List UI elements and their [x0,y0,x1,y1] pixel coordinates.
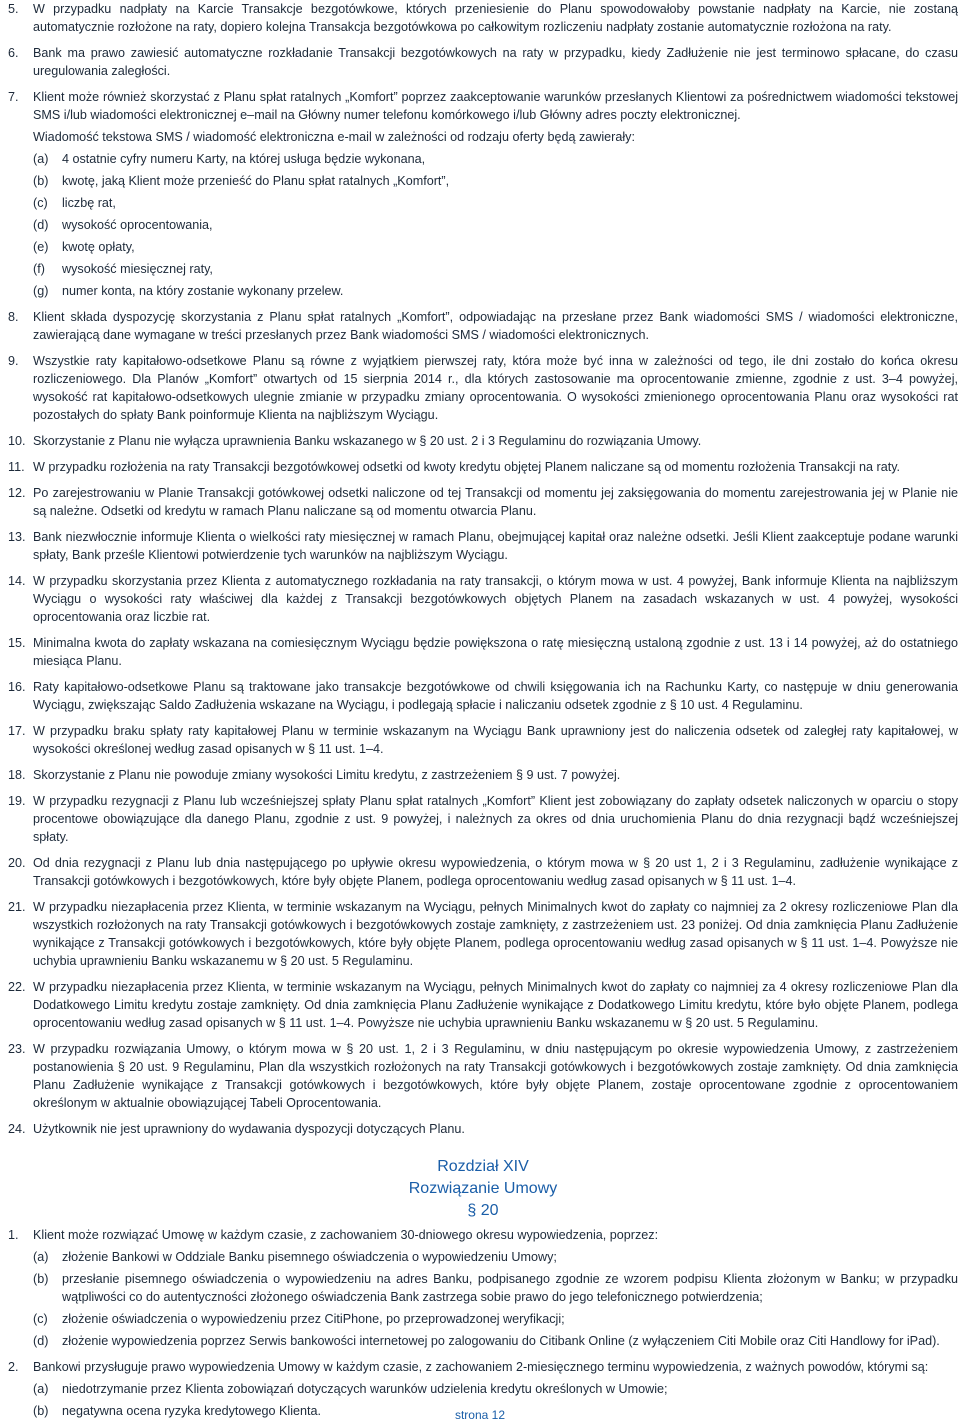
item-body [33,458,958,480]
item-body [33,1040,958,1116]
item-number: 6. [8,46,19,60]
item-body [33,792,958,850]
sub-item [33,172,958,190]
item-number: 17. [8,724,26,738]
item-number: 23. [8,1042,26,1056]
chapter-heading [8,1156,958,1222]
sub-item-label: (b) [33,1404,49,1418]
item-number: 5. [8,2,19,16]
sub-item-text: kwotę, jaką Klient może przenieść do Planu spłat ratalnych „Komfort”, [62,174,450,188]
item-number: 7. [8,90,19,104]
list-item [8,528,958,568]
item-text: Klient składa dyspozycję skorzystania z Planu spłat ratalnych „Komfort”, odpowiadając na przesłane przez Bank wiadomości SMS / wiadomości elektroniczne, zawierającą dane wymagane w treści przesłanych przez Bank wiadomości SMS / wiadomości elektronicznych. [33,310,958,342]
item-body [33,978,958,1036]
item-body [33,722,958,762]
item-text: Klient może również skorzystać z Planu spłat ratalnych „Komfort” poprzez zaakceptowanie warunków przesłanych Klientowi za pośrednictwem wiadomości tekstowej SMS i/lub wiadomości elektronicznej e–mail na Główny numer telefonu komórkowego i/lub Główny adres poczty elektronicznej. [33,90,958,122]
sub-item [33,1332,958,1350]
list-item [8,898,958,974]
item-text: Minimalna kwota do zapłaty wskazana na comiesięcznym Wyciągu będzie powiększona o ratę miesięczną ustaloną zgodnie z ust. 13 i 14 powyżej, aż do ostatniego miesiąca Planu. [33,636,958,668]
sub-item-label: (e) [33,240,49,254]
sub-item [33,1270,958,1306]
item-number: 8. [8,310,19,324]
item-text: Wszystkie raty kapitałowo-odsetkowe Planu są równe z wyjątkiem pierwszej raty, która może być inna w zależności od tego, ile dni zostało do końca okresu rozliczeniowego. Dla Planów „Komfort” otwartych od 15 sierpnia 2014 r., dla których zastosowanie ma oprocentowanie zmienne, zgodnie z ust. 3–4 powyżej, wysokość rat kapitałowo-odsetkowych ulegnie zmianie w przypadku zmiany oprocentowania. O wysokości zmienionego oprocentowania Planu oraz wysokości rat pozostałych do spłaty Bank poinformuje Klienta na najbliższym Wyciągu. [33,354,958,422]
sub-item-label: (a) [33,1382,49,1396]
item-number: 12. [8,486,26,500]
section-plan-items [8,0,958,1142]
item-number: 10. [8,434,26,448]
list-item [8,88,958,304]
item-number: 2. [8,1360,19,1374]
paragraph-symbol: § 20 [467,1202,499,1219]
chapter-number: Rozdział XIV [437,1158,529,1175]
item-body [33,898,958,974]
list-item [8,458,958,480]
item-text: Od dnia rezygnacji z Planu lub dnia następującego po upływie okresu wypowiedzenia, o którym mowa w § 20 ust 1, 2 i 3 Regulaminu, zadłużenie wynikające z Transakcji gotówkowych i bezgotówkowych, które były objęte Planem, podlega oprocentowaniu według zasad opisanych w § 11 ust. 1–4. [33,856,958,888]
item-text: W przypadku skorzystania przez Klienta z automatycznego rozkładania na raty transakcji, o którym mowa w ust. 4 powyżej, Bank informuje Klienta na najbliższym Wyciągu o wysokości raty właściwej dla każdej z Transakcji bezgotówkowych objętych Planem na zasadach wskazanych w ust. 4 powyżej, wysokości oprocentowania oraz liczbie rat. [33,574,958,624]
item-number: 13. [8,530,26,544]
list-item [8,792,958,850]
sub-item-label: (d) [33,218,49,232]
list-item [8,854,958,894]
page-number: strona 12 [454,1408,506,1422]
item-number: 19. [8,794,26,808]
sub-item-text: liczbę rat, [62,196,116,210]
document-page [8,0,958,1428]
item-text: Raty kapitałowo-odsetkowe Planu są traktowane jako transakcje bezgotówkowe od chwili księgowania ich na Rachunku Karty, co następuje w dniu generowania Wyciągu, zwiększając Saldo Zadłużenia wskazane na Wyciągu, i podlegają spłacie i naliczaniu odsetek zgodnie z § 10 ust. 4 Regulaminu. [33,680,958,712]
sub-item-text: 4 ostatnie cyfry numeru Karty, na której usługa będzie wykonana, [62,152,426,166]
list-item [8,678,958,718]
sub-item-label: (c) [33,196,48,210]
sub-item [33,194,958,212]
list-item [8,1040,958,1116]
list-item [8,0,958,40]
sub-item-text: wysokość miesięcznej raty, [62,262,213,276]
sub-item-label: (f) [33,262,45,276]
item-body [33,1226,958,1354]
item-body [33,0,958,40]
list-item [8,44,958,84]
item-number: 21. [8,900,26,914]
item-body [33,572,958,630]
sub-item-text: kwotę opłaty, [62,240,135,254]
item-number: 1. [8,1228,19,1242]
list-item [8,1120,958,1142]
item-body [33,528,958,568]
sub-item [33,282,958,300]
sub-item-text: złożenie Bankowi w Oddziale Banku pisemnego oświadczenia o wypowiedzeniu Umowy; [62,1250,557,1264]
item-number: 20. [8,856,26,870]
item-body [33,44,958,84]
item-body [33,1120,958,1142]
section-termination-items [8,1226,958,1424]
item-body [33,88,958,304]
sub-item [33,150,958,168]
list-item [8,634,958,674]
list-item [8,352,958,428]
sub-item-text: niedotrzymanie przez Klienta zobowiązań dotyczących warunków udzielenia kredytu określonych w Umowie; [62,1382,668,1396]
item-text: W przypadku niezapłacenia przez Klienta, w terminie wskazanym na Wyciągu, pełnych Minimalnych kwot do zapłaty co najmniej za 4 okresy rozliczeniowe Plan dla Dodatkowego Limitu kredytu zostaje zamknięty. Od dnia zamknięcia Planu Zadłużenie wynikające z Dodatkowego Limitu kredytu, które było objęte Planem, podlega oprocentowaniu według zasad opisanych w § 11 ust. 1–4. Powyższe nie uchybia uprawnieniu Banku wskazanemu w § 20 ust. 5 Regulaminu. [33,980,958,1030]
sub-item [33,260,958,278]
item-body [33,634,958,674]
item-number: 18. [8,768,26,782]
sub-item-text: numer konta, na który zostanie wykonany przelew. [62,284,344,298]
item-text: Bankowi przysługuje prawo wypowiedzenia Umowy w każdym czasie, z zachowaniem 2-miesięcznego terminu wypowiedzenia, z ważnych powodów, którymi są: [33,1360,929,1374]
list-item [8,766,958,788]
item-text: W przypadku rezygnacji z Planu lub wcześniejszej spłaty Planu spłat ratalnych „Komfort” Klient jest zobowiązany do zapłaty odsetek naliczonych w oparciu o stopy procentowe obowiązujące dla danego Planu, zgodnie z ust. 9 powyżej, i należnych za okres od dnia uruchomienia Planu do dnia rezygnacji bądź wcześniejszej spłaty. [33,794,958,844]
sub-item-text: negatywna ocena ryzyka kredytowego Klienta. [62,1404,322,1418]
item-text: W przypadku niezapłacenia przez Klienta, w terminie wskazanym na Wyciągu, pełnych Minimalnych kwot do zapłaty co najmniej za 2 okresy rozliczeniowe Plan dla wszystkich rozłożonych na raty Transakcji gotówkowych i bezgotówkowych zostaje zamknięty, z zastrzeżeniem ust. 23 poniżej. Od dnia zamknięcia Planu Zadłużenie wynikające z Transakcji gotówkowych i bezgotówkowych, które były objęte Planem, podlega oprocentowaniu według zasad opisanych w § 11 ust. 1–4. Powyższe nie uchybia uprawnieniu Banku wskazanemu w § 20 ust. 5 Regulaminu. [33,900,958,968]
sub-item-label: (b) [33,1272,49,1286]
sub-item [33,238,958,256]
item-body [33,352,958,428]
item-number: 24. [8,1122,26,1136]
item-text: Skorzystanie z Planu nie powoduje zmiany wysokości Limitu kredytu, z zastrzeżeniem § 9 ust. 7 powyżej. [33,768,621,782]
sub-item-label: (a) [33,152,49,166]
item-body [33,432,958,454]
item-body [33,484,958,524]
list-item [8,978,958,1036]
list-item [8,722,958,762]
item-text: W przypadku rozłożenia na raty Transakcji bezgotówkowej odsetki od kwoty kredytu objętej Planem naliczane są od momentu rozłożenia Transakcji na raty. [33,460,901,474]
item-text: Bank ma prawo zawiesić automatyczne rozkładanie Transakcji bezgotówkowych na raty w przypadku, kiedy Zadłużenie nie jest terminowo spłacane, do czasu uregulowania zaległości. [33,46,958,78]
sub-item-text: przesłanie pisemnego oświadczenia o wypowiedzeniu na adres Banku, podpisanego zgodnie ze wzorem podpisu Klienta złożonym w Banku; w przypadku wątpliwości co do autentyczności złożonego oświadczenia Bank zastrzega sobie prawo do jego telefonicznego potwierdzenia; [62,1272,958,1304]
list-item [8,432,958,454]
sub-item-text: złożenie wypowiedzenia poprzez Serwis bankowości internetowej po zalogowaniu do Citibank Online (z wyłączeniem Citi Mobile oraz Citi Handlowy for iPad). [62,1334,940,1348]
sub-item-label: (d) [33,1334,49,1348]
chapter-title: Rozwiązanie Umowy [408,1180,558,1197]
list-item [8,572,958,630]
sub-item [33,1248,958,1266]
sub-item [33,1380,958,1398]
list-item [8,1226,958,1354]
sub-item-text: wysokość oprocentowania, [62,218,213,232]
item-body [33,678,958,718]
item-number: 9. [8,354,19,368]
item-text: W przypadku rozwiązania Umowy, o którym mowa w § 20 ust. 1, 2 i 3 Regulaminu, w dniu następującym po okresie wypowiedzenia Umowy, z zastrzeżeniem postanowienia § 20 ust. 9 Regulaminu, Plan dla wszystkich rozłożonych na raty Transakcji gotówkowych i bezgotówkowych zostaje zamknięty. Od dnia zamknięcia Planu Zadłużenie wynikające z Transakcji gotówkowych i bezgotówkowych, które były objęte Planem, zostaje oprocentowane zgodnie z oprocentowaniem określonym w aktualnie obowiązującej Tabeli Oprocentowania. [33,1042,958,1110]
sub-item [33,1310,958,1328]
item-body [33,308,958,348]
list-item [8,484,958,524]
sub-item-label: (c) [33,1312,48,1326]
item-body [33,854,958,894]
item-number: 22. [8,980,26,994]
sub-item-label: (g) [33,284,49,298]
sub-item [33,216,958,234]
item-number: 16. [8,680,26,694]
item-body [33,766,958,788]
item-number: 14. [8,574,26,588]
item-number: 15. [8,636,26,650]
item-text: Klient może rozwiązać Umowę w każdym czasie, z zachowaniem 30-dniowego okresu wypowiedzenia, poprzez: [33,1228,659,1242]
item-text: Po zarejestrowaniu w Planie Transakcji gotówkowej odsetki naliczone od tej Transakcji od momentu jej zaksięgowania do momentu zarejestrowania jej w Planie nie są należne. Odsetki od kredytu w ramach Planu naliczane są od momentu otwarcia Planu. [33,486,958,518]
item-text: Skorzystanie z Planu nie wyłącza uprawnienia Banku wskazanego w § 20 ust. 2 i 3 Regulaminu do rozwiązania Umowy. [33,434,702,448]
item-text: Wiadomość tekstowa SMS / wiadomość elektroniczna e-mail w zależności od rodzaju oferty będą zawierały: [33,130,635,144]
item-text: Użytkownik nie jest uprawniony do wydawania dyspozycji dotyczących Planu. [33,1122,465,1136]
item-text: W przypadku braku spłaty raty kapitałowej Planu w terminie wskazanym na Wyciągu Bank uprawniony jest do naliczenia odsetek od zaległej raty kapitałowej, w wysokości określonej według zasad opisanych w § 11 ust. 1–4. [33,724,958,756]
sub-item-text: złożenie oświadczenia o wypowiedzeniu przez CitiPhone, po przeprowadzonej weryfikacji; [62,1312,565,1326]
item-text: Bank niezwłocznie informuje Klienta o wielkości raty miesięcznej w ramach Planu, obejmującej kapitał oraz należne odsetki. Jeśli Klient zaakceptuje podane warunki spłaty, Bank prześle Klientowi potwierdzenie tych warunków na najbliższym Wyciągu. [33,530,958,562]
sub-item-label: (b) [33,174,49,188]
item-text: W przypadku nadpłaty na Karcie Transakcje bezgotówkowe, których przeniesienie do Planu spowodowałoby powstanie nadpłaty na Karcie, nie zostaną automatycznie rozłożone na raty, dopiero kolejna Transakcja bezgotówkowa po całkowitym rozliczeniu nadpłaty zostanie automatycznie rozłożona na raty. [33,2,958,34]
list-item [8,308,958,348]
item-number: 11. [8,460,25,474]
sub-item-label: (a) [33,1250,49,1264]
